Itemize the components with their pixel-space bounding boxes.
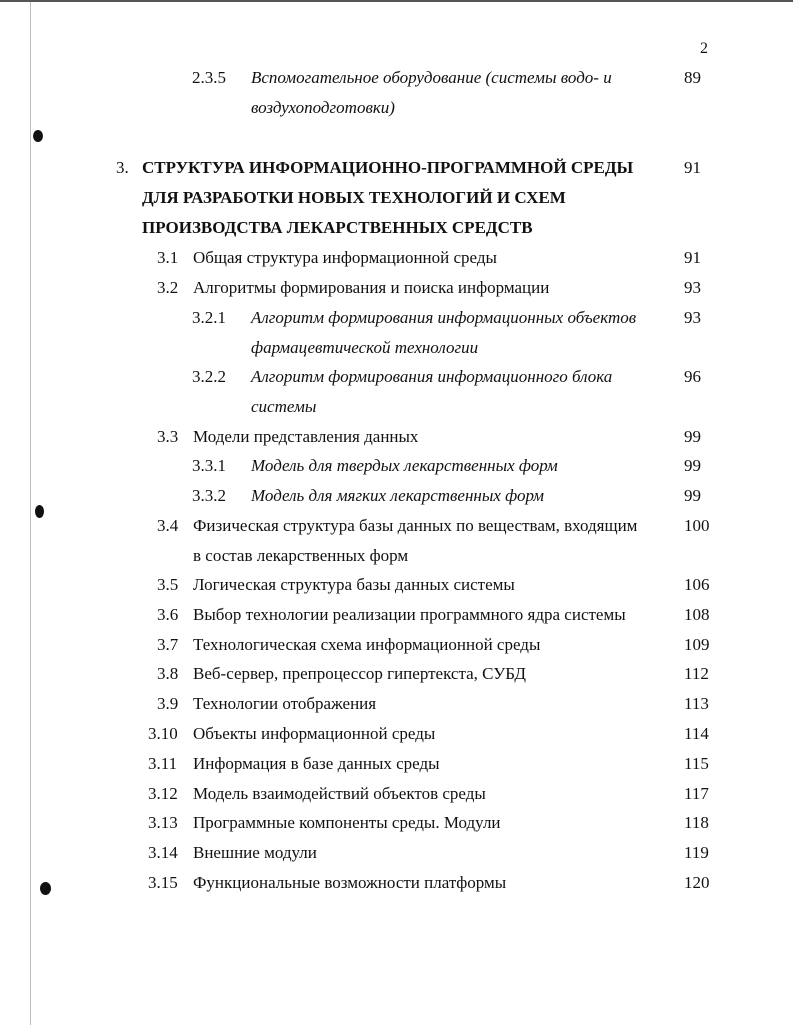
toc-entry-title: ДЛЯ РАЗРАБОТКИ НОВЫХ ТЕХНОЛОГИЙ И СХЕМ [142, 188, 566, 207]
toc-entry-title: Технологии отображения [193, 694, 377, 713]
toc-entry-number: 3.2 [157, 278, 179, 297]
toc-entry-page: 96 [684, 367, 701, 386]
toc-entry-number: 3.2.1 [192, 308, 226, 327]
scan-left-edge [30, 2, 31, 1025]
toc-entry-number: 3.3 [157, 427, 179, 446]
toc-entry-title: системы [251, 397, 317, 416]
toc-entry-title: Технологическая схема информационной среды [193, 635, 541, 654]
toc-entry-page: 118 [684, 813, 709, 832]
toc-entry-page: 119 [684, 843, 709, 862]
toc-entry-page: 114 [684, 724, 709, 743]
scan-speck [40, 882, 51, 895]
toc-entry-title: Выбор технологии реализации программного ядра системы [193, 605, 626, 624]
toc-entry-number: 3.3.2 [192, 486, 226, 505]
toc-entry-page: 99 [684, 456, 701, 475]
toc-entry-number: 2.3.5 [192, 68, 226, 87]
toc-entry-title: Алгоритм формирования информационного блока [251, 367, 613, 386]
toc-entry-number: 3.8 [157, 664, 179, 683]
toc-entry-page: 106 [684, 575, 710, 594]
toc-entry-title: Модель взаимодействий объектов среды [193, 784, 486, 803]
toc-entry-page: 91 [684, 158, 701, 177]
toc-entry-number: 3.10 [148, 724, 178, 743]
toc-entry-title: Модель для мягких лекарственных форм [251, 486, 545, 505]
toc-entry-title: Веб-сервер, препроцессор гипертекста, СУБД [193, 664, 527, 683]
toc-entry-number: 3.2.2 [192, 367, 226, 386]
toc-entry-page: 115 [684, 754, 709, 773]
toc-entry-number: 3. [116, 158, 129, 177]
toc-entry-title: воздухоподготовки) [251, 98, 395, 117]
toc-entry-title: Вспомогательное оборудование (системы водо- и [251, 68, 612, 87]
toc-entry-number: 3.13 [148, 813, 178, 832]
toc-entry-number: 3.1 [157, 248, 179, 267]
toc-entry-page: 93 [684, 308, 701, 327]
toc-entry-number: 3.15 [148, 873, 178, 892]
toc-entry-number: 3.6 [157, 605, 179, 624]
toc-entry-page: 117 [684, 784, 709, 803]
toc-entry-title: ПРОИЗВОДСТВА ЛЕКАРСТВЕННЫХ СРЕДСТВ [142, 218, 533, 237]
toc-entry-number: 3.5 [157, 575, 179, 594]
toc-entry-page: 99 [684, 427, 701, 446]
scan-speck [35, 505, 44, 518]
scan-speck [33, 130, 43, 142]
toc-entry-title: фармацевтической технологии [251, 338, 479, 357]
toc-entry-title: Модели представления данных [193, 427, 419, 446]
toc-entry-title: Функциональные возможности платформы [193, 873, 507, 892]
toc-entry-title: Модель для твердых лекарственных форм [251, 456, 558, 475]
toc-entry-page: 89 [684, 68, 701, 87]
toc-entry-title: Внешние модули [193, 843, 317, 862]
toc-entry-page: 112 [684, 664, 709, 683]
toc-entry-title: Объекты информационной среды [193, 724, 436, 743]
toc-entry-number: 3.14 [148, 843, 178, 862]
toc-entry-number: 3.12 [148, 784, 178, 803]
toc-entry-page: 99 [684, 486, 701, 505]
page-number: 2 [700, 40, 708, 57]
toc-entry-title: Логическая структура базы данных системы [193, 575, 515, 594]
toc-entry-page: 113 [684, 694, 709, 713]
toc-entry-title: СТРУКТУРА ИНФОРМАЦИОННО-ПРОГРАММНОЙ СРЕДЫ [142, 158, 634, 177]
toc-entry-page: 93 [684, 278, 701, 297]
scan-top-edge [0, 0, 793, 2]
toc-entry-title: Физическая структура базы данных по веществам, входящим [193, 516, 638, 535]
toc-entry-title: в состав лекарственных форм [193, 546, 409, 565]
toc-entry-number: 3.4 [157, 516, 179, 535]
toc-entry-number: 3.7 [157, 635, 179, 654]
toc-entry-title: Общая структура информационной среды [193, 248, 497, 267]
toc-entry-number: 3.11 [148, 754, 178, 773]
toc-entry-page: 109 [684, 635, 710, 654]
toc-entry-number: 3.9 [157, 694, 179, 713]
toc-entry-page: 108 [684, 605, 710, 624]
toc-entry-title: Алгоритм формирования информационных объектов [251, 308, 637, 327]
toc-entry-number: 3.3.1 [192, 456, 226, 475]
toc-entry-page: 120 [684, 873, 710, 892]
toc-entry-page: 100 [684, 516, 710, 535]
toc-entry-title: Программные компоненты среды. Модули [193, 813, 501, 832]
toc-entry-title: Алгоритмы формирования и поиска информации [193, 278, 550, 297]
toc-entry-title: Информация в базе данных среды [193, 754, 440, 773]
toc-entry-page: 91 [684, 248, 701, 267]
